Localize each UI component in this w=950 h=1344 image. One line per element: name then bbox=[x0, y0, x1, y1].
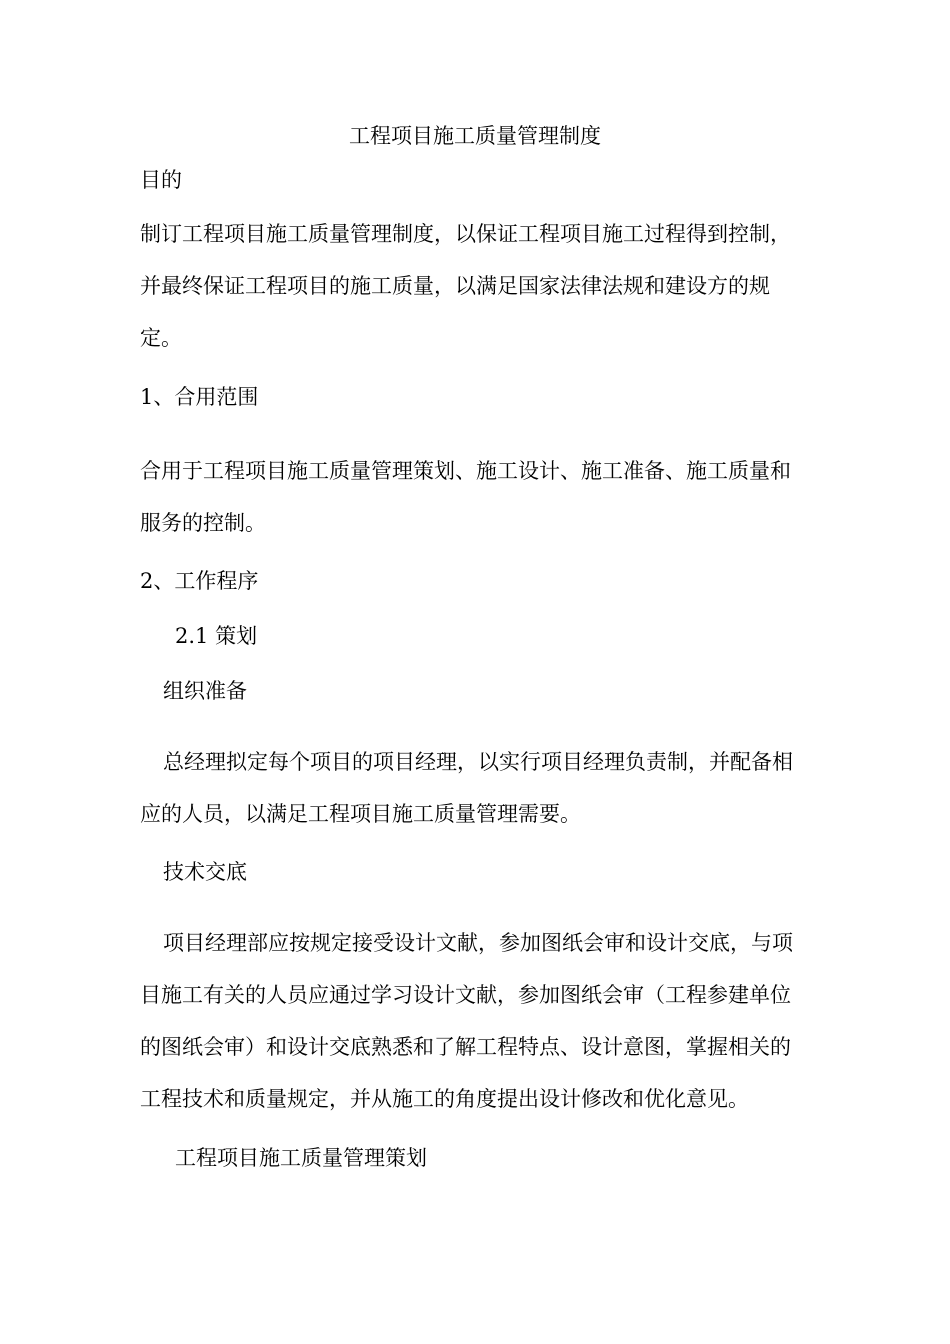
item-heading-organization: 组织准备 bbox=[163, 679, 247, 703]
section-heading-scope: 1、合用范围 bbox=[140, 385, 259, 409]
item-heading-technical-briefing: 技术交底 bbox=[163, 860, 247, 884]
paragraph-line: 目施工有关的人员应通过学习设计文献，参加图纸会审（工程参建单位 bbox=[140, 983, 791, 1007]
paragraph-line: 应的人员，以满足工程项目施工质量管理需要。 bbox=[140, 802, 581, 826]
paragraph-line: 总经理拟定每个项目的项目经理，以实行项目经理负责制，并配备相 bbox=[163, 750, 793, 774]
paragraph-line: 并最终保证工程项目的施工质量，以满足国家法律法规和建设方的规 bbox=[140, 274, 770, 298]
paragraph-line: 服务的控制。 bbox=[140, 511, 266, 535]
paragraph-line: 的图纸会审）和设计交底熟悉和了解工程特点、设计意图，掌握相关的 bbox=[140, 1035, 791, 1059]
document-title: 工程项目施工质量管理制度 bbox=[349, 124, 601, 148]
paragraph-line: 合用于工程项目施工质量管理策划、施工设计、施工准备、施工质量和 bbox=[140, 459, 791, 483]
paragraph-line: 项目经理部应按规定接受设计文献，参加图纸会审和设计交底，与项 bbox=[163, 931, 793, 955]
paragraph-line: 制订工程项目施工质量管理制度，以保证工程项目施工过程得到控制， bbox=[140, 222, 791, 246]
section-heading-purpose: 目的 bbox=[140, 168, 182, 192]
subsection-heading-planning: 2.1 策划 bbox=[175, 624, 258, 648]
item-heading-quality-planning: 工程项目施工质量管理策划 bbox=[175, 1146, 427, 1170]
paragraph-line: 工程技术和质量规定，并从施工的角度提出设计修改和优化意见。 bbox=[140, 1087, 749, 1111]
section-heading-procedure: 2、工作程序 bbox=[140, 569, 259, 593]
paragraph-line: 定。 bbox=[140, 326, 182, 350]
